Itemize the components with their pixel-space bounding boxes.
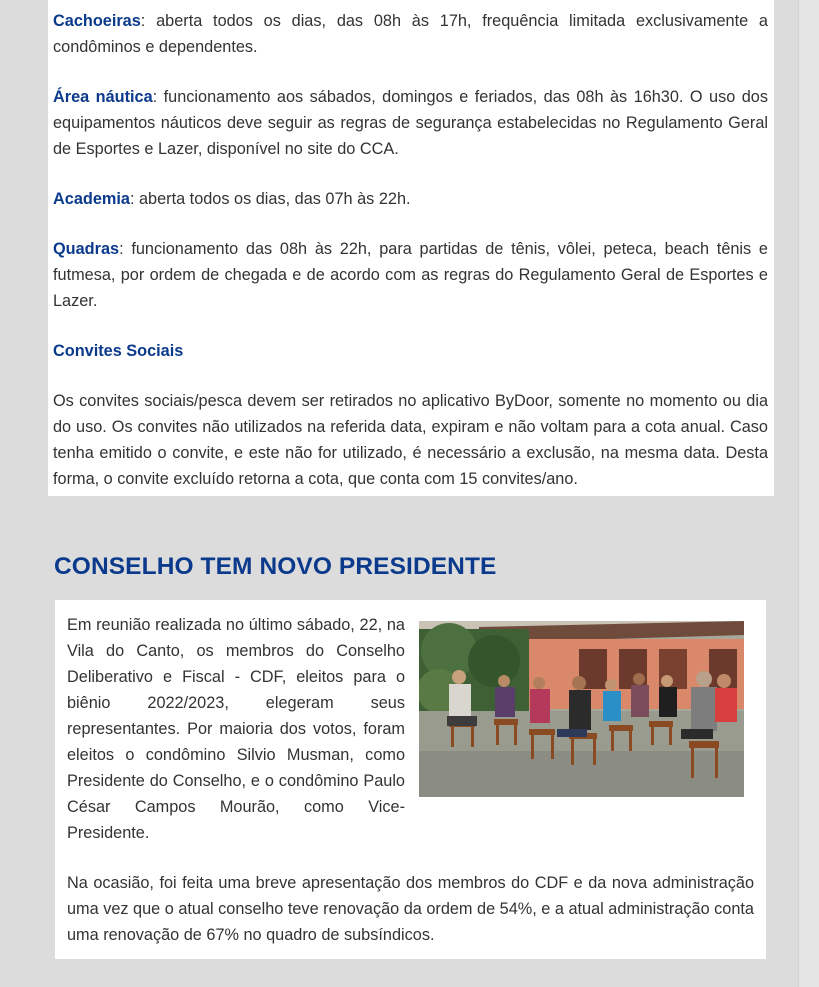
rule-text: : funcionamento aos sábados, domingos e feriados, das 08h às 16h30. O uso dos equipamentos náuticos deve seguir as regras de segurança estabelecidas no Regulamento Geral de Esportes e Lazer, disponível no site do CCA. xyxy=(53,88,768,158)
convites-body: Os convites sociais/pesca devem ser retirados no aplicativo ByDoor, somente no momento ou dia do uso. Os convites não utilizados na referida data, expiram e não voltam para a cota anual. Caso tenha emitido o convite, e este não for utilizado, é necessário a exclusão, na mesma data. Desta forma, o convite excluído retorna a cota, que conta com 15 convites/ano. xyxy=(53,392,768,488)
rule-term: Cachoeiras xyxy=(53,12,141,30)
council-meeting-photo xyxy=(419,621,744,797)
rules-card xyxy=(48,0,774,496)
convites-heading: Convites Sociais xyxy=(53,342,184,360)
rule-academia xyxy=(53,186,768,212)
rule-text: : funcionamento das 08h às 22h, para partidas de tênis, vôlei, peteca, beach tênis e futmesa, por ordem de chegada e de acordo com as regras do Regulamento Geral de Esportes e Lazer. xyxy=(53,240,768,310)
rule-term: Quadras xyxy=(53,240,120,258)
rule-quadras xyxy=(53,236,768,314)
rule-cachoeiras xyxy=(53,8,768,60)
article-card xyxy=(55,600,766,959)
rule-area-nautica xyxy=(53,84,768,162)
article-paragraph-2: Na ocasião, foi feita uma breve apresentação dos membros do CDF e da nova administração uma vez que o atual conselho teve renovação da ordem de 54%, e a atual administração conta uma renovação de 67% no quadro de subsíndicos. xyxy=(67,874,754,944)
rule-term: Academia xyxy=(53,190,130,208)
article-paragraph-1: Em reunião realizada no último sábado, 22, na Vila do Canto, os membros do Conselho Deliberativo e Fiscal - CDF, eleitos para o biênio 2022/2023, elegeram seus representantes. Por maioria dos votos, foram eleitos o condômino Silvio Musman, como Presidente do Conselho, e o condômino Paulo César Campos Mourão, como Vice-Presidente. xyxy=(67,616,405,842)
rule-term: Área náutica xyxy=(53,88,153,106)
rule-text: : aberta todos os dias, das 07h às 22h. xyxy=(129,190,411,208)
right-gutter xyxy=(798,0,819,987)
rules-content xyxy=(53,8,768,492)
article-title: CONSELHO TEM NOVO PRESIDENTE xyxy=(54,553,497,580)
rule-text: : aberta todos os dias, das 08h às 17h, frequência limitada exclusivamente a condôminos e dependentes. xyxy=(53,12,768,56)
